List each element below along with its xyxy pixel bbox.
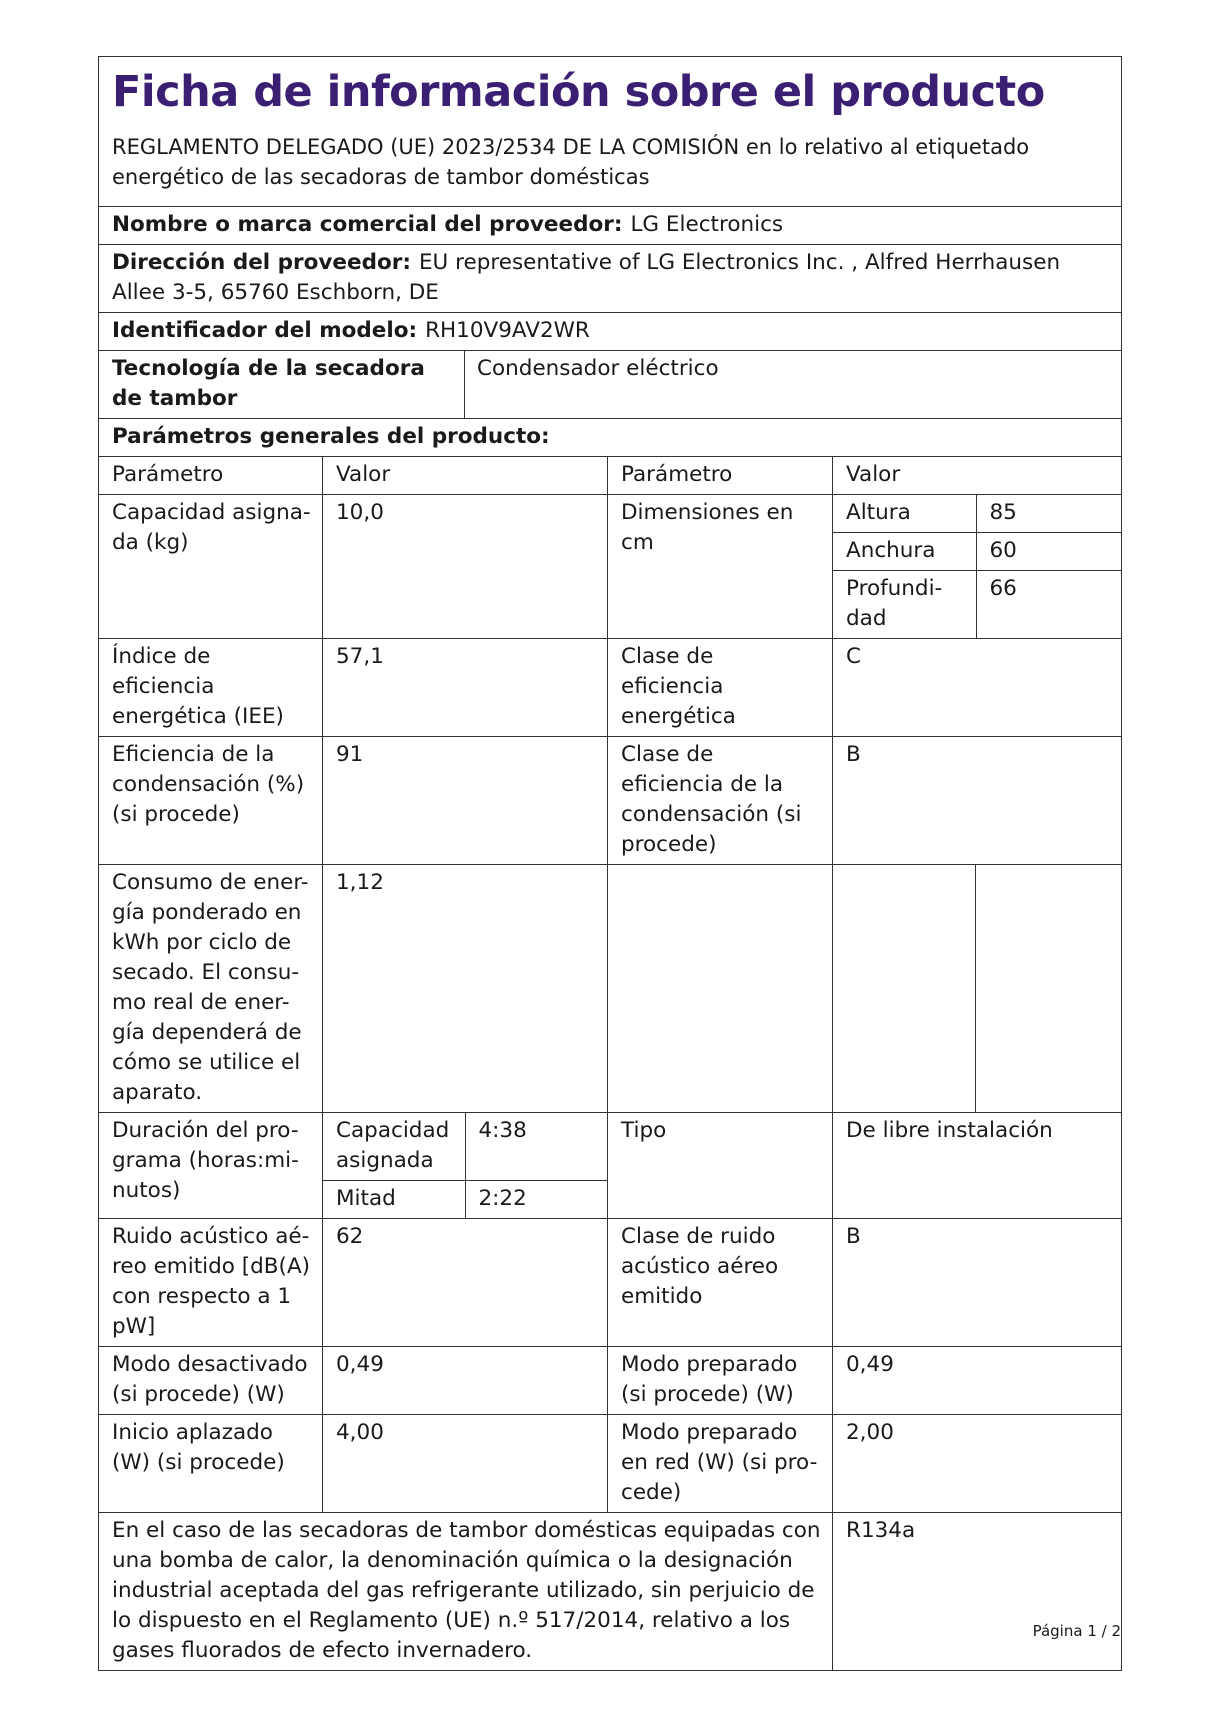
column-header-value-2: Valor: [833, 457, 1122, 495]
page-title: Ficha de información sobre el producto: [112, 67, 1045, 117]
column-header-value: Valor: [323, 457, 608, 495]
supplier-name-value: LG Electronics: [630, 212, 784, 237]
off-mode-label: Modo desactivado (si procede) (W): [99, 1347, 323, 1415]
eei-label: Índice de eficiencia energética (IEE): [99, 639, 323, 737]
column-header-parameter-2: Parámetro: [608, 457, 833, 495]
condensation-class-value: B: [833, 737, 1122, 865]
width-label: Anchura: [833, 533, 976, 571]
refrigerant-label: En el caso de las secadoras de tambor domésticas equipadas con una bomba de calor, la denominación química o la designación industrial aceptada del gas refrigerante utilizado, sin perjuicio de lo dispuesto en el Reglamento (UE) n.º 517/2014, relativo a los gases fluorados de efecto invernadero.: [99, 1513, 833, 1671]
general-parameters-title: Parámetros generales del producto:: [99, 419, 1122, 457]
duration-half-value: 2:22: [465, 1181, 608, 1219]
depth-value: 66: [976, 571, 1122, 639]
off-mode-value: 0,49: [323, 1347, 608, 1415]
consumption-label: Consumo de ener-gía ponderado en kWh por ciclo de secado. El consu-mo real de ener-gía dependerá de cómo se utilice el aparato.: [99, 865, 323, 1113]
noise-class-value: B: [833, 1219, 1122, 1347]
networked-standby-value: 2,00: [833, 1415, 1122, 1513]
delay-start-label: Inicio aplazado (W) (si procede): [99, 1415, 323, 1513]
delay-start-value: 4,00: [323, 1415, 608, 1513]
empty-cell: [976, 865, 1122, 1113]
technology-label: Tecnología de la secadora de tambor: [99, 351, 465, 419]
condensation-value: 91: [323, 737, 608, 865]
supplier-address-row: [99, 245, 1122, 313]
refrigerant-value: R134a: [833, 1513, 1122, 1671]
height-label: Altura: [846, 500, 911, 525]
condensation-class-label: Clase de eficiencia de la condensación (si procede): [608, 737, 833, 865]
noise-value: 62: [323, 1219, 608, 1347]
duration-cell: [323, 1113, 608, 1219]
product-information-sheet: [98, 56, 1121, 1671]
capacity-label: Capacidad asigna-da (kg): [99, 495, 323, 639]
condensation-label: Eficiencia de la condensación (%) (si procede): [99, 737, 323, 865]
page-number: Página 1 / 2: [1032, 1622, 1121, 1640]
supplier-address-value: EU representative of LG Electronics Inc. , Alfred Herrhausen Allee 3-5, 65760 Eschborn, DE: [112, 250, 1061, 305]
regulation-subtitle: REGLAMENTO DELEGADO (UE) 2023/2534 DE LA COMISIÓN en lo relativo al etiquetado energético de las secadoras de tambor domésticas: [112, 135, 1030, 189]
model-identifier-label: Identificador del modelo:: [112, 318, 418, 343]
supplier-name-label: Nombre o marca comercial del proveedor:: [112, 212, 623, 237]
header-cell: [99, 57, 1122, 207]
standby-label: Modo preparado (si procede) (W): [608, 1347, 833, 1415]
standby-value: 0,49: [833, 1347, 1122, 1415]
consumption-value: 1,12: [323, 865, 608, 1113]
dimensions-table: [833, 495, 1122, 638]
dimensions-label: Dimensiones en cm: [608, 495, 833, 639]
type-label: Tipo: [608, 1113, 833, 1219]
technology-value: Condensador eléctrico: [465, 351, 1122, 419]
height-value: 85: [976, 495, 1122, 533]
eei-value: 57,1: [323, 639, 608, 737]
supplier-address-label: Dirección del proveedor:: [112, 250, 411, 275]
noise-label: Ruido acústico aé-reo emitido [dB(A) con respecto a 1 pW]: [99, 1219, 323, 1347]
duration-half-label: Mitad: [323, 1181, 465, 1219]
energy-class-label: Clase de eficiencia energética: [608, 639, 833, 737]
type-value: De libre instalación: [833, 1113, 1122, 1219]
model-identifier-value: RH10V9AV2WR: [425, 318, 590, 343]
supplier-name-row: [99, 207, 1122, 245]
dimensions-cell: [833, 495, 1122, 639]
energy-class-value: C: [833, 639, 1122, 737]
empty-cell: [608, 865, 833, 1113]
model-identifier-row: [99, 313, 1122, 351]
networked-standby-label: Modo preparado en red (W) (si pro-cede): [608, 1415, 833, 1513]
product-table: [98, 56, 1122, 1671]
duration-label: Duración del pro-grama (horas:mi-nutos): [99, 1113, 323, 1219]
column-header-parameter: Parámetro: [99, 457, 323, 495]
empty-cell: [833, 865, 976, 1113]
duration-table: [323, 1113, 608, 1218]
capacity-value: 10,0: [323, 495, 608, 639]
duration-full-label: Capacidad asignada: [336, 1118, 450, 1173]
noise-class-label: Clase de ruido acústico aéreo emitido: [608, 1219, 833, 1347]
depth-label: Profundi-dad: [833, 571, 976, 639]
duration-full-value: 4:38: [465, 1113, 608, 1181]
width-value: 60: [976, 533, 1122, 571]
